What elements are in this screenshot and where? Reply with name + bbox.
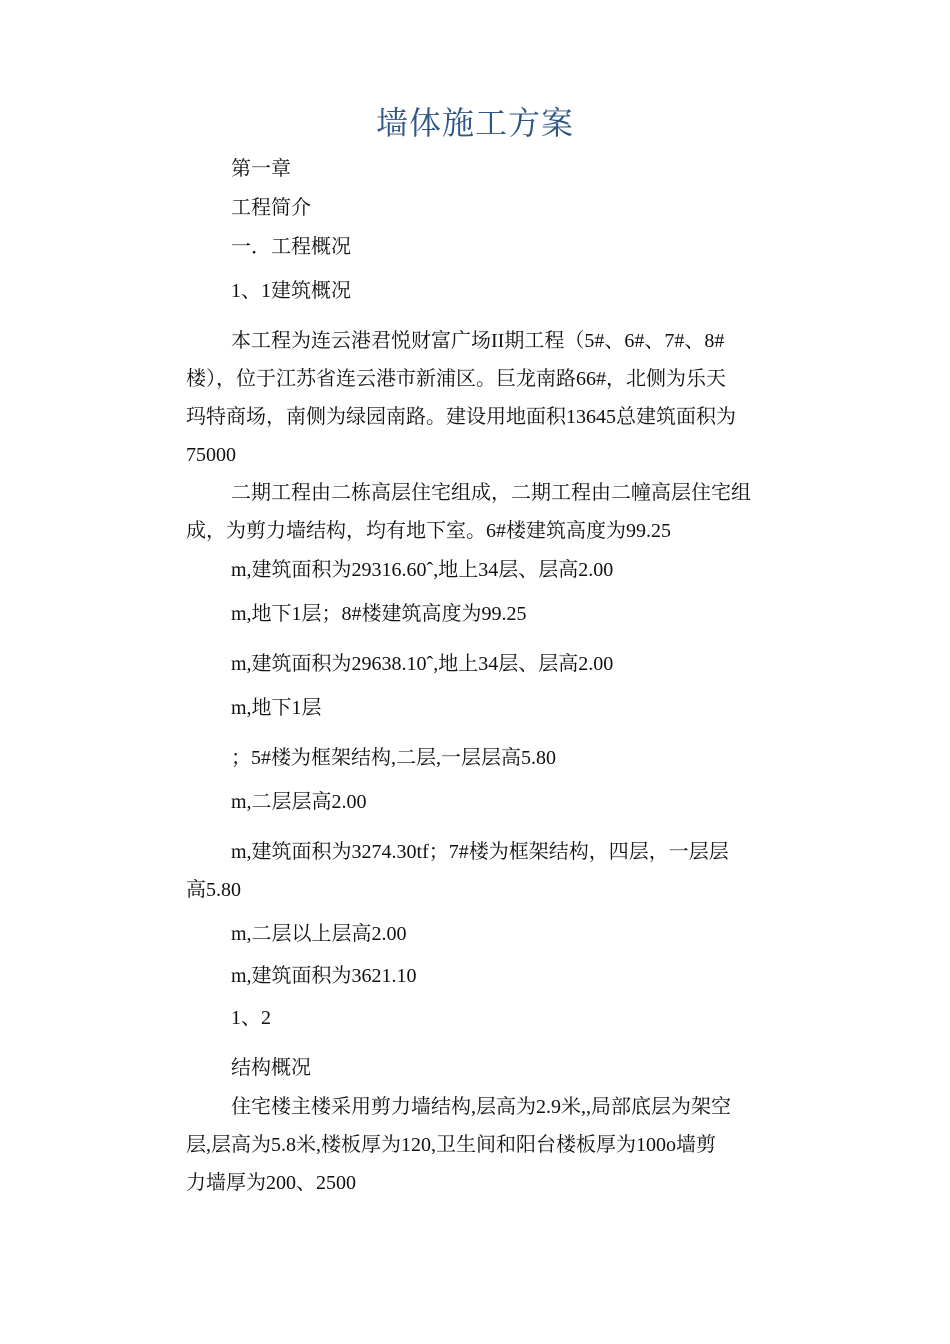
paragraph-line: 成，为剪力墙结构，均有地下室。6#楼建筑高度为99.25 <box>186 520 671 542</box>
subsection-number: 1、2 <box>231 1007 271 1029</box>
subsection-heading: 1、1建筑概况 <box>231 280 351 302</box>
paragraph-line: 楼），位于江苏省连云港市新浦区。巨龙南路66#，北侧为乐天 <box>186 368 726 390</box>
paragraph-line: 玛特商场，南侧为绿园南路。建设用地面积13645总建筑面积为 <box>186 406 736 428</box>
paragraph-line: m,地下1层 <box>231 697 322 719</box>
chapter-title: 工程简介 <box>231 197 311 219</box>
paragraph-line: 住宅楼主楼采用剪力墙结构,层高为2.9米,,局部底层为架空 <box>231 1096 731 1118</box>
chapter-heading: 第一章 <box>231 158 291 180</box>
paragraph-line: m,二层以上层高2.00 <box>231 923 407 945</box>
paragraph-line: m,地下1层；8#楼建筑高度为99.25 <box>231 603 527 625</box>
paragraph-line: 二期工程由二栋高层住宅组成，二期工程由二幢高层住宅组 <box>231 482 751 504</box>
subsection-heading: 结构概况 <box>231 1057 311 1079</box>
paragraph-line: 75000 <box>186 444 236 466</box>
paragraph-line: m,建筑面积为29638.10ˆ,地上34层、层高2.00 <box>231 653 614 675</box>
paragraph-line: ；5#楼为框架结构,二层,一层层高5.80 <box>231 747 556 769</box>
paragraph-line: 层,层高为5.8米,楼板厚为120,卫生间和阳台楼板厚为100o墙剪 <box>186 1134 716 1156</box>
paragraph-line: m,建筑面积为3274.30tf；7#楼为框架结构，四层，一层层 <box>231 841 729 863</box>
paragraph-line: 力墙厚为200、2500 <box>186 1172 356 1194</box>
paragraph-line: 高5.80 <box>186 879 241 901</box>
section-heading: 一．工程概况 <box>231 236 351 258</box>
page-title: 墙体施工方案 <box>375 104 574 142</box>
paragraph-line: m,建筑面积为29316.60ˆ,地上34层、层高2.00 <box>231 559 614 581</box>
paragraph-line: 本工程为连云港君悦财富广场II期工程（5#、6#、7#、8# <box>231 330 725 352</box>
paragraph-line: m,二层层高2.00 <box>231 791 367 813</box>
paragraph-line: m,建筑面积为3621.10 <box>231 965 417 987</box>
